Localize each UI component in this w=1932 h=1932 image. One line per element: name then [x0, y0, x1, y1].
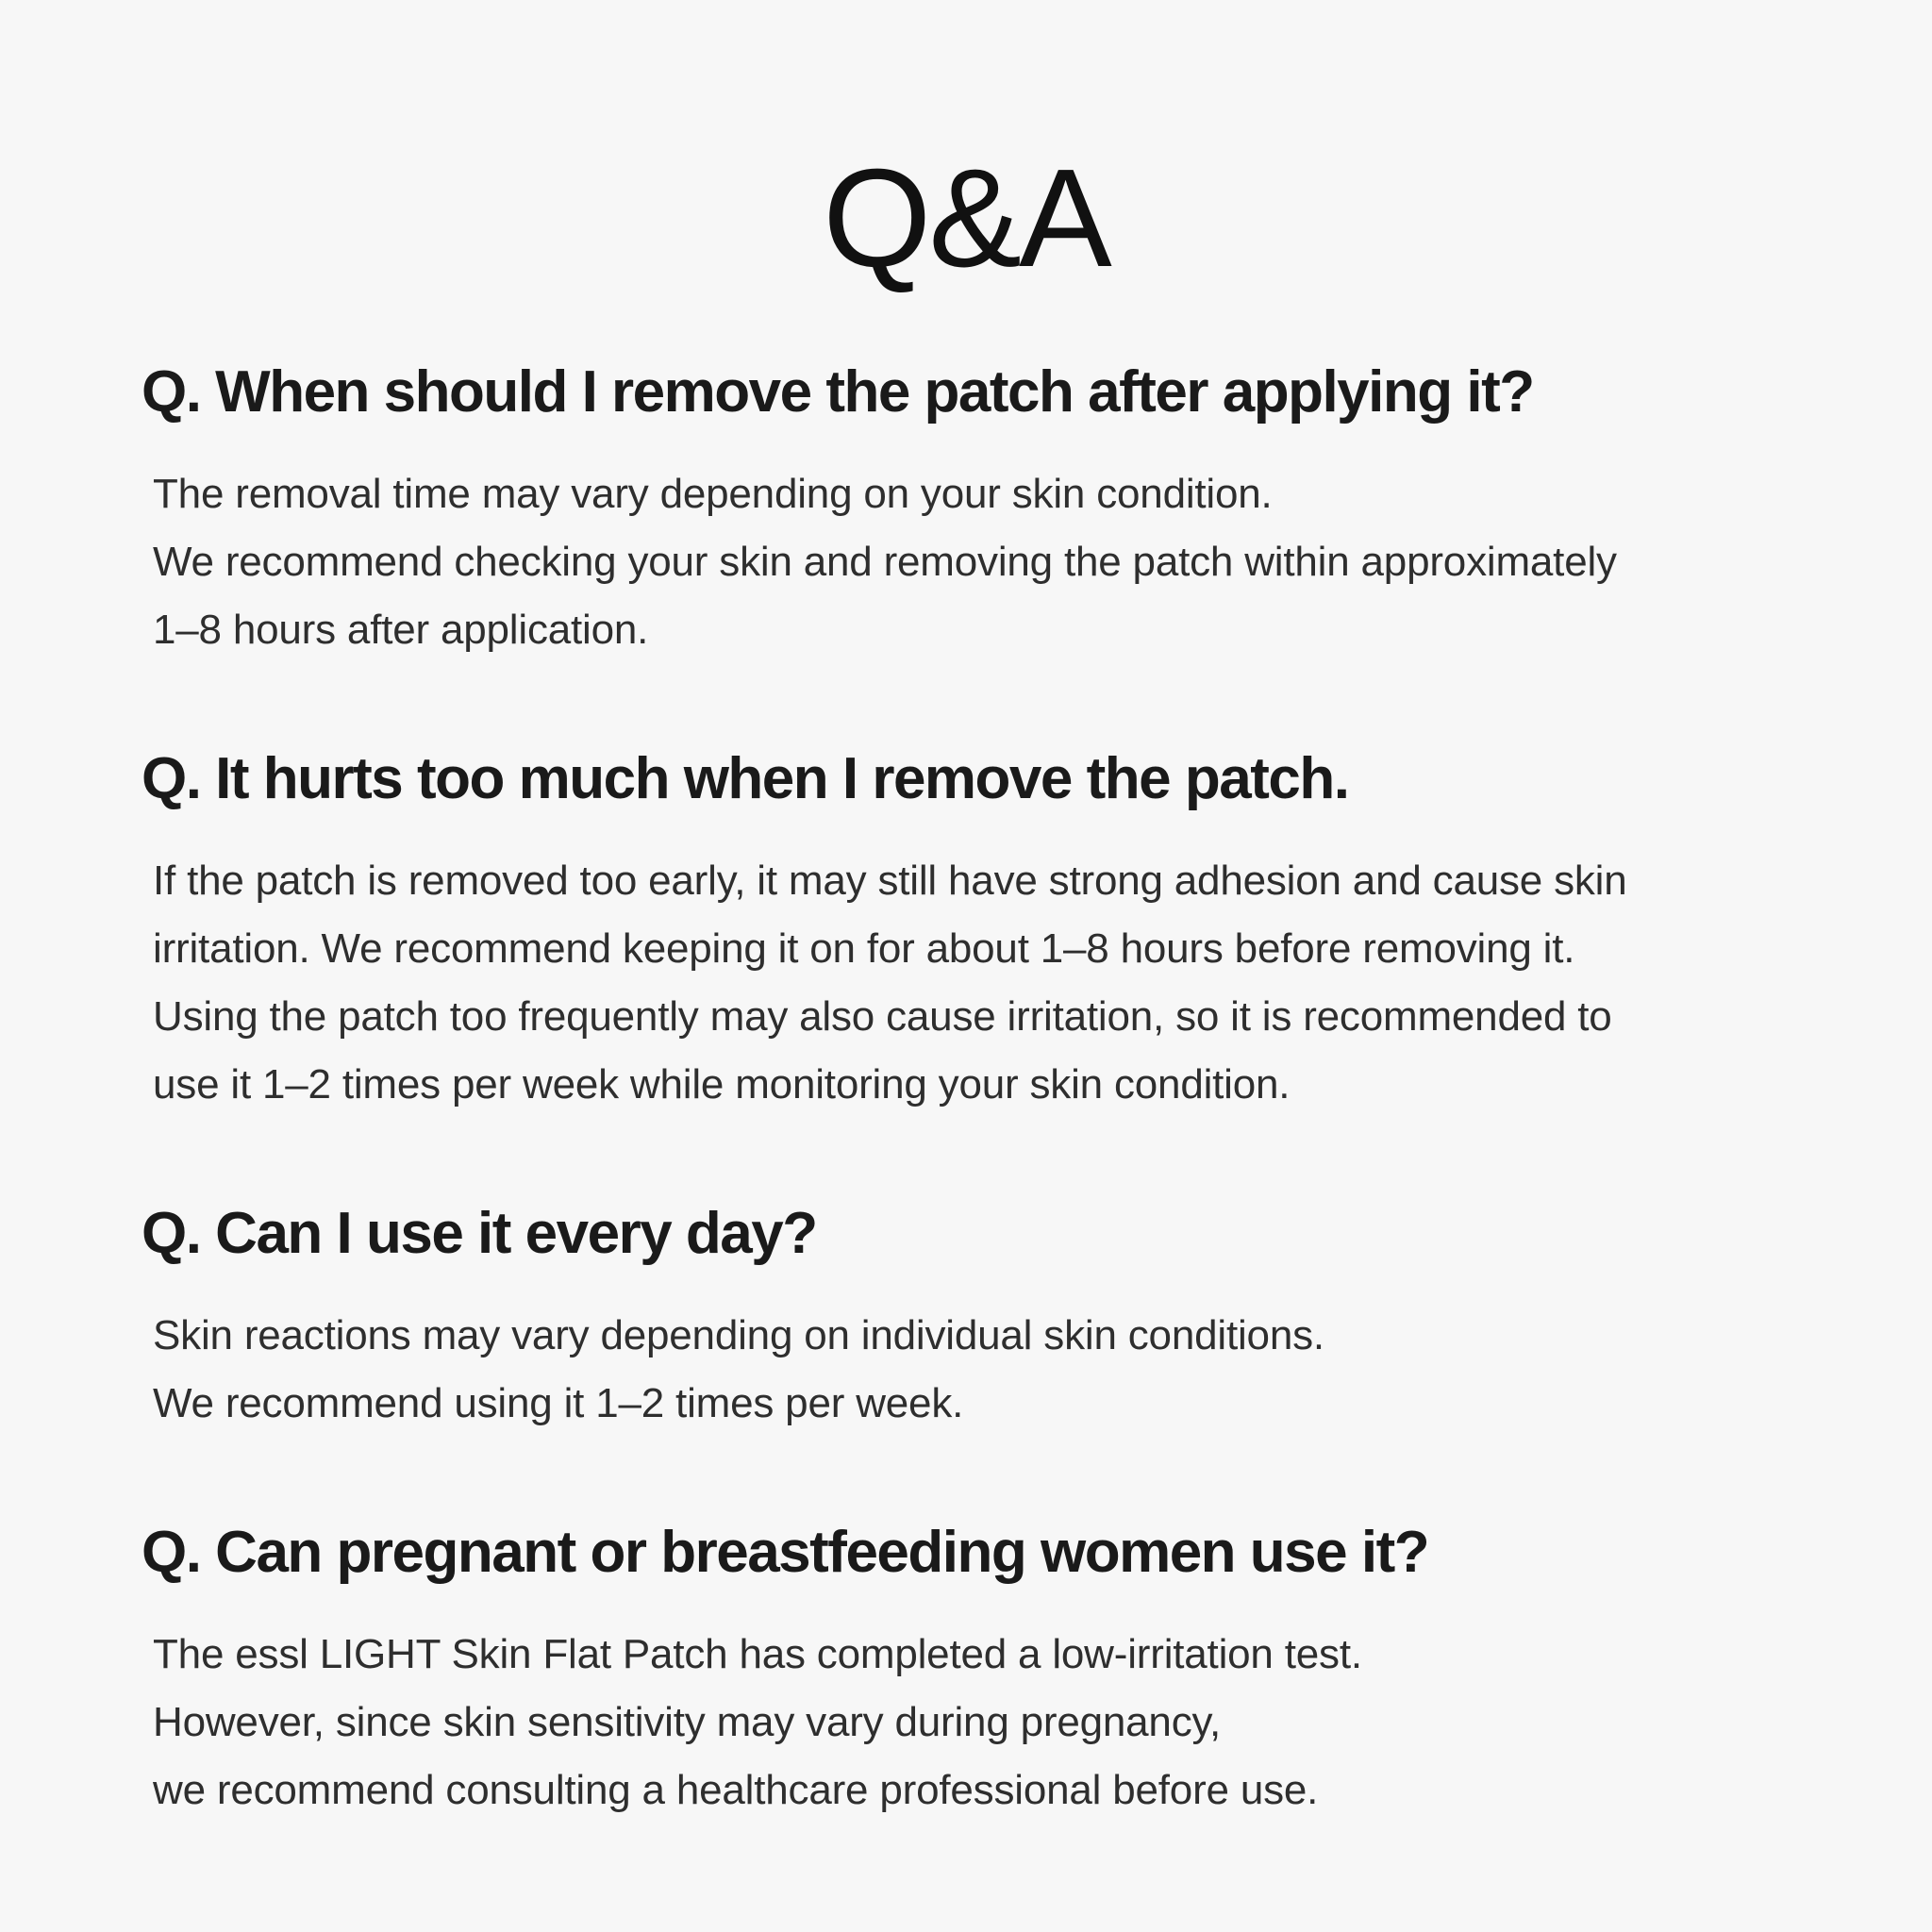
qa-item — [142, 1517, 1828, 1824]
answer-paragraph — [142, 1621, 1828, 1824]
answer-line: However, since skin sensitivity may vary during pregnancy, — [153, 1699, 1222, 1745]
answer-line: Using the patch too frequently may also cause irritation, so it is recommended to — [153, 993, 1612, 1040]
answer-line: We recommend checking your skin and removing the patch within approximately — [153, 539, 1617, 585]
qa-item — [142, 357, 1828, 664]
answer-line: irritation. We recommend keeping it on for about 1–8 hours before removing it. — [153, 925, 1575, 972]
answer-paragraph — [142, 1302, 1828, 1438]
answer-line: use it 1–2 times per week while monitoring your skin condition. — [153, 1061, 1291, 1108]
answer-paragraph — [142, 460, 1828, 664]
page-title: Q&A — [823, 141, 1109, 296]
answer-line: 1–8 hours after application. — [153, 607, 649, 653]
question-heading: Q. When should I remove the patch after applying it? — [142, 359, 1534, 425]
answer-line: Skin reactions may vary depending on individual skin conditions. — [153, 1312, 1324, 1358]
answer-line: We recommend using it 1–2 times per week. — [153, 1380, 964, 1426]
qa-item — [142, 1198, 1828, 1438]
answer-line: The removal time may vary depending on your skin condition. — [153, 471, 1273, 517]
answer-line: The essl LIGHT Skin Flat Patch has completed a low-irritation test. — [153, 1631, 1362, 1677]
answer-paragraph — [142, 847, 1828, 1119]
answer-line: If the patch is removed too early, it may still have strong adhesion and cause skin — [153, 858, 1627, 904]
qa-item — [142, 743, 1828, 1119]
question-heading: Q. Can I use it every day? — [142, 1201, 817, 1266]
answer-line: we recommend consulting a healthcare professional before use. — [153, 1767, 1319, 1813]
question-heading: Q. It hurts too much when I remove the patch. — [142, 746, 1349, 811]
question-heading: Q. Can pregnant or breastfeeding women use it? — [142, 1520, 1429, 1585]
